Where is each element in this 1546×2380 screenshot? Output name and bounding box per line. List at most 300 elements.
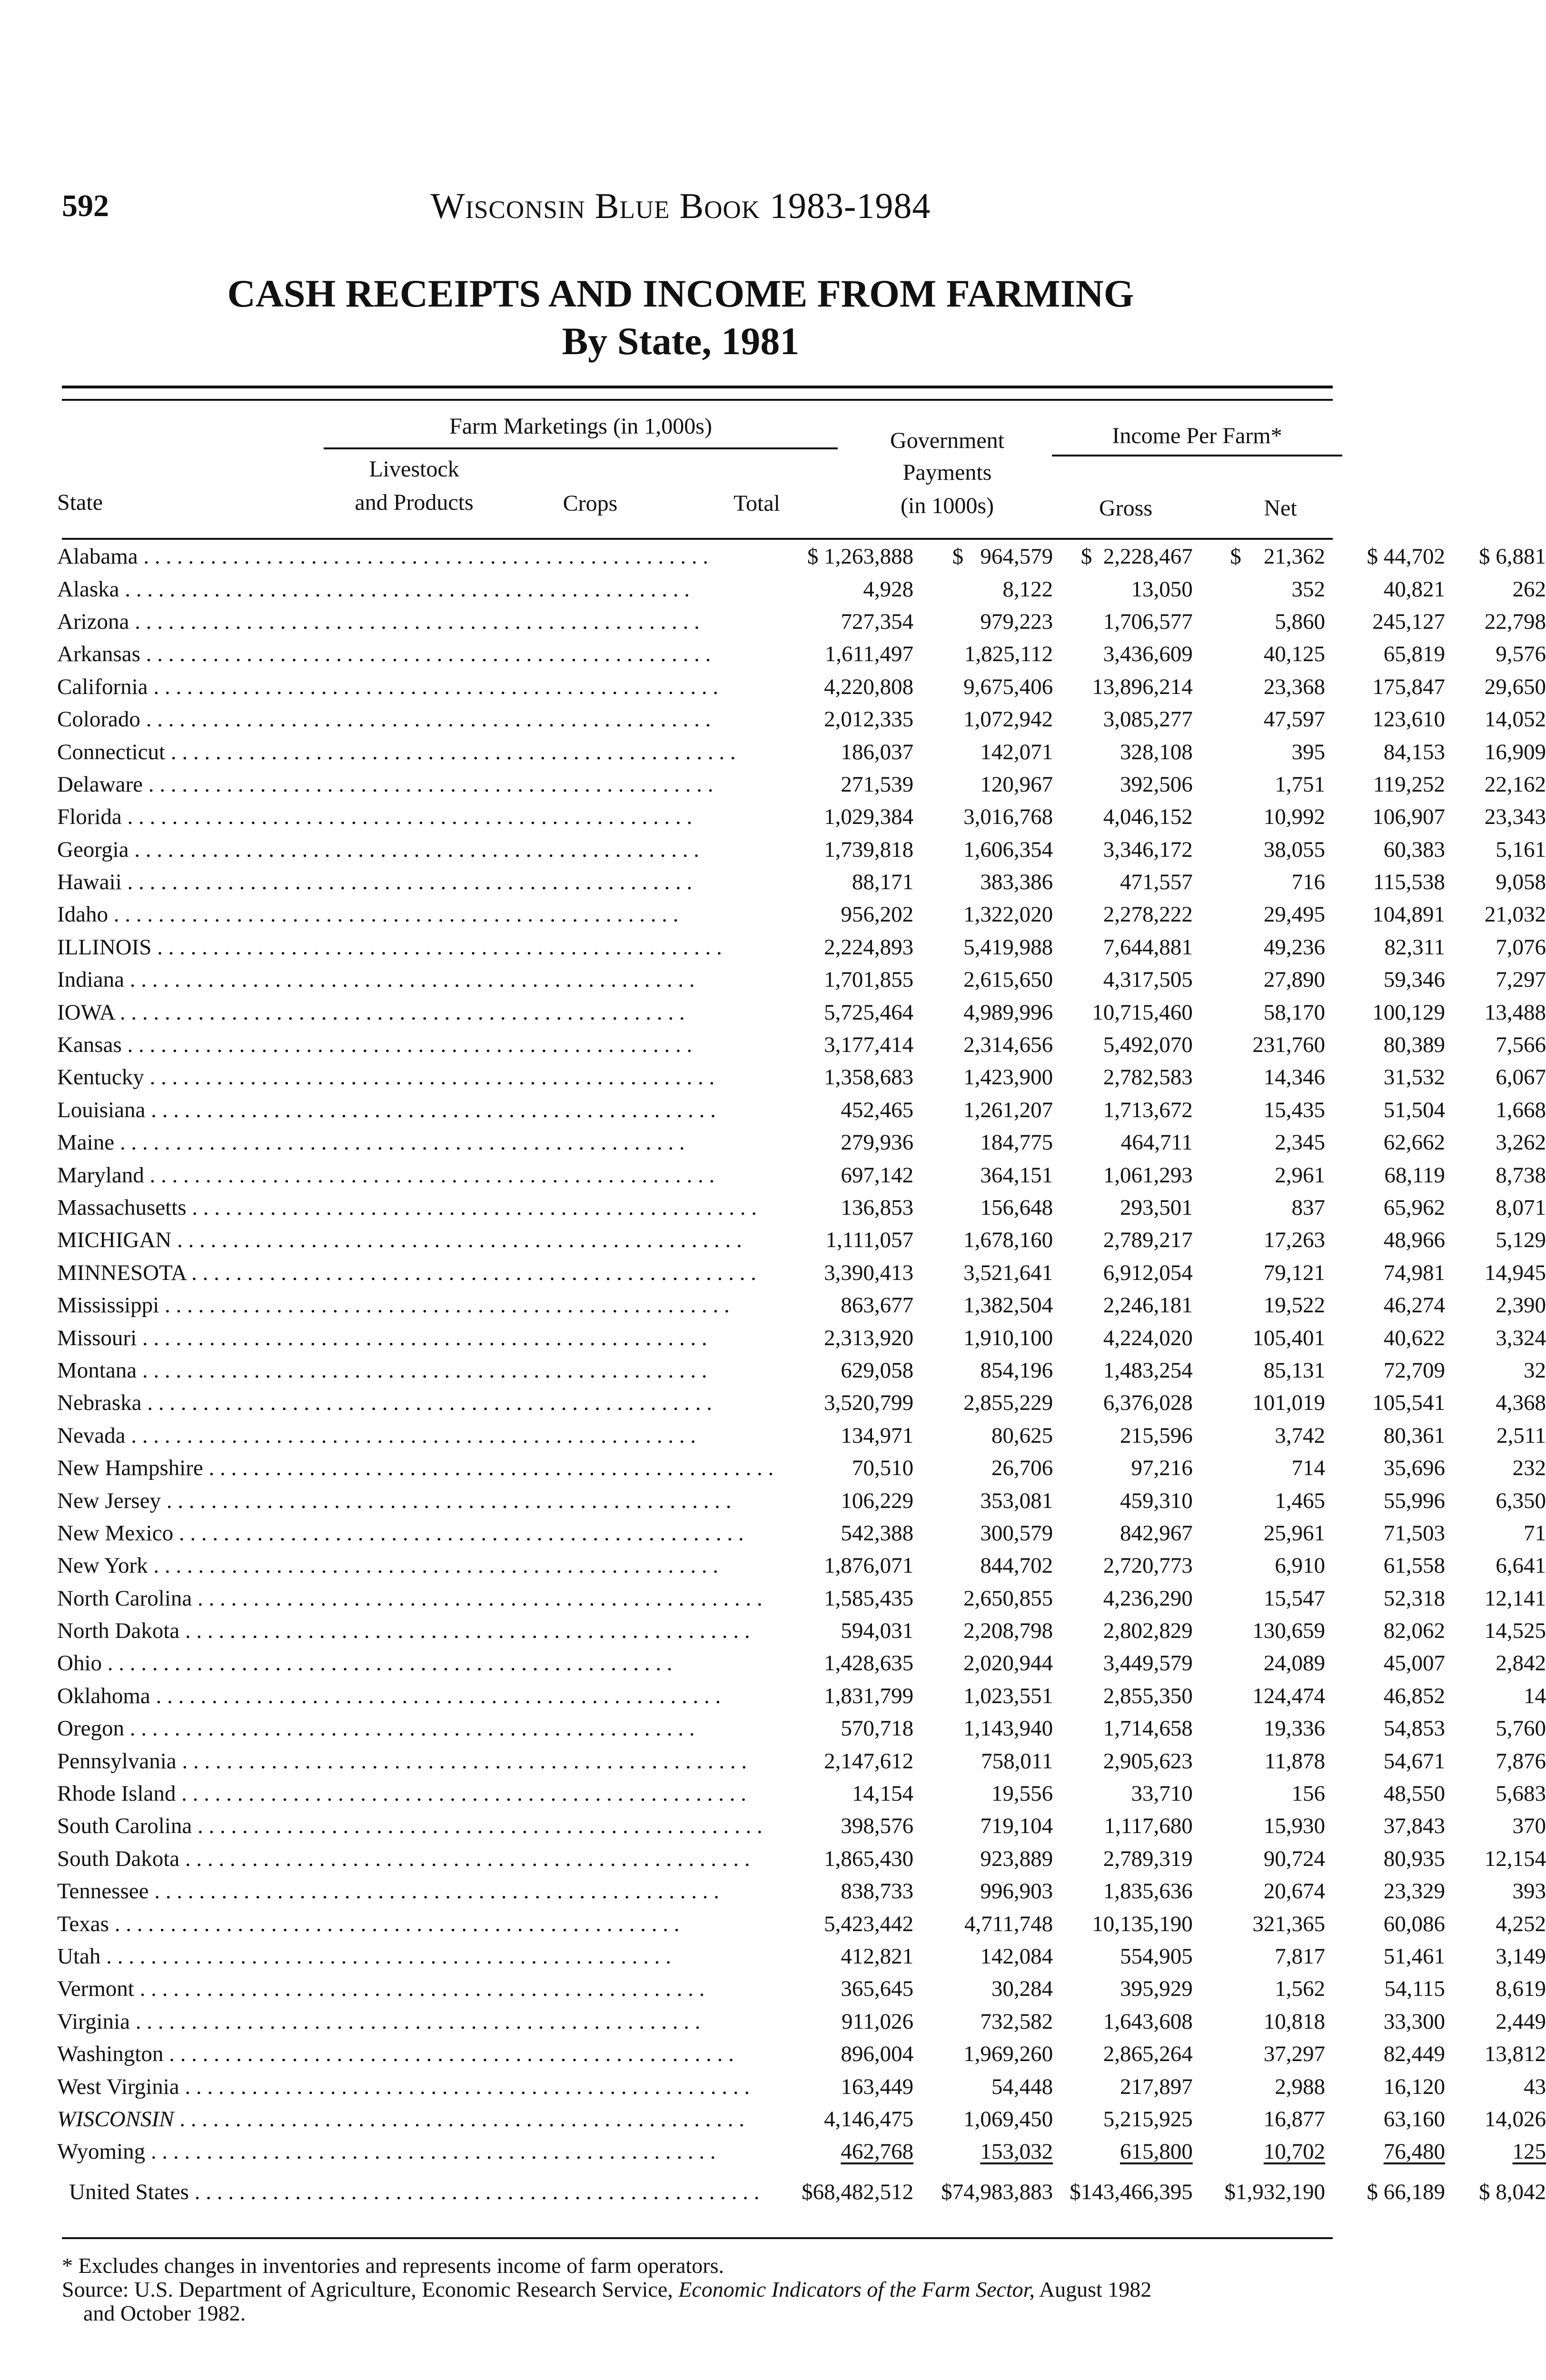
govt-value: 15,547 [1263,1586,1325,1611]
gross-value: 52,318 [1383,1586,1445,1611]
crops-value: 156,648 [980,1195,1053,1220]
govt-value: 23,368 [1263,674,1325,699]
net-cell [1445,1224,1546,1256]
govt-cell [1193,1907,1325,1940]
dot-leader: . . . . . . . . . . . . . . . . . . . . . . . . . . . . . . . . . . . . . . . . . . . . . . . . . . . [129,2009,701,2034]
table-row [52,2070,1546,2102]
state-cell [52,898,773,931]
crops-cell [913,1712,1053,1745]
gross-value: 82,062 [1383,1618,1445,1644]
gross-value: 48,550 [1383,1781,1445,1806]
gross-cell [1325,1321,1445,1354]
net-cell [1445,2070,1546,2102]
total-value: 4,317,505 [1103,967,1193,992]
govt-cell [1193,605,1325,638]
crops-value: 979,223 [980,609,1053,634]
crops-cell [913,1257,1053,1289]
net-cell [1445,2038,1546,2070]
net-value: 7,297 [1496,967,1546,992]
gross-value: 59,346 [1383,967,1445,992]
dot-leader: . . . . . . . . . . . . . . . . . . . . . . . . . . . . . . . . . . . . . . . . . . . . . . . . . . . [121,1032,693,1058]
crops-value: 1,423,900 [963,1065,1053,1090]
table-row [52,2103,1546,2135]
govt-cell [1193,2103,1325,2135]
net-value: 5,161 [1496,837,1546,862]
state-name: Idaho [57,902,109,927]
crops-value: 80,625 [991,1423,1053,1448]
table-row [52,1094,1546,1126]
state-cell [52,1224,773,1256]
net-value: 7,876 [1496,1748,1546,1774]
livestock-cell [773,1647,913,1679]
livestock-cell [773,963,913,996]
govt-cell [1193,1712,1325,1745]
livestock-value: 1,831,799 [824,1683,914,1708]
dot-leader: . . . . . . . . . . . . . . . . . . . . . . . . . . . . . . . . . . . . . . . . . . . . . . . . . . . [109,1911,680,1936]
govt-value: 37,297 [1263,2042,1325,2067]
total-value: 2,789,217 [1103,1228,1193,1253]
page-subtitle: By State, 1981 [562,319,800,363]
net-cell [1445,1419,1546,1452]
govt-cell [1193,2038,1325,2070]
crops-value: 142,084 [980,1944,1053,1969]
gross-value: 80,389 [1383,1032,1445,1058]
crops-cell [913,1094,1053,1126]
govt-cell [1193,996,1325,1028]
total-cell [1053,1680,1193,1712]
table-row [52,833,1546,866]
state-name: IOWA [57,1000,115,1025]
total-value: 2,782,583 [1103,1065,1193,1090]
govt-value: 90,724 [1263,1846,1325,1871]
govt-cell [1193,898,1325,931]
gross-cell [1325,2070,1445,2102]
total-value: 392,506 [1120,772,1193,797]
dot-leader: . . . . . . . . . . . . . . . . . . . . . . . . . . . . . . . . . . . . . . . . . . . . . . . . . . . [165,739,736,764]
crops-value: 184,775 [980,1130,1053,1155]
net-value: $ 8,042 [1479,2179,1546,2204]
table-row [52,898,1546,931]
crops-value: 1,023,551 [963,1683,1053,1708]
gross-cell [1325,1159,1445,1191]
govt-value: 29,495 [1263,902,1325,927]
total-cell [1053,996,1193,1028]
govt-cell [1193,703,1325,735]
govt-cell [1193,1289,1325,1321]
net-value: 22,162 [1484,772,1546,797]
livestock-cell [773,1712,913,1745]
state-name: Florida [57,804,122,830]
govt-cell [1193,1126,1325,1159]
table-row [52,2038,1546,2070]
gross-value: 65,819 [1383,642,1445,667]
gross-cell [1325,996,1445,1028]
net-cell [1445,638,1546,670]
net-value: 4,252 [1496,1911,1546,1936]
govt-value: 27,890 [1263,967,1325,992]
livestock-cell [773,768,913,801]
total-cell [1053,1777,1193,1810]
crops-value: 9,675,406 [963,674,1053,699]
crops-value: 364,151 [980,1162,1053,1188]
gross-value: 16,120 [1383,2074,1445,2099]
gross-value: 80,935 [1383,1846,1445,1871]
state-cell [52,833,773,866]
govt-value: 156 [1291,1781,1325,1806]
state-name: Arizona [57,609,129,634]
govt-value: 40,125 [1263,642,1325,667]
dot-leader: . . . . . . . . . . . . . . . . . . . . . . . . . . . . . . . . . . . . . . . . . . . . . . . . . . . [124,967,695,992]
total-value: 1,117,680 [1104,1814,1193,1839]
state-cell [52,1680,773,1712]
header-farm-marketings: Farm Marketings (in 1,000s) [449,414,712,439]
gross-cell [1325,1615,1445,1647]
govt-cell [1193,833,1325,866]
table-row [52,703,1546,735]
footnotes [62,2254,1338,2325]
net-cell [1445,1615,1546,1647]
total-value: 3,085,277 [1103,707,1193,732]
state-name: Ohio [57,1651,102,1676]
net-cell [1445,1875,1546,1907]
gross-value: 74,981 [1383,1260,1445,1285]
gross-cell [1325,2168,1445,2216]
state-cell [52,866,773,898]
total-cell [1053,1712,1193,1745]
gross-cell [1325,1126,1445,1159]
govt-value: 5,860 [1275,609,1325,634]
livestock-value: 727,354 [841,609,914,634]
govt-value: $1,932,190 [1224,2179,1325,2204]
net-cell [1445,1810,1546,1842]
total-cell [1053,2168,1193,2216]
gross-cell [1325,1582,1445,1615]
crops-value: 26,706 [991,1456,1053,1481]
livestock-value: 911,026 [842,2009,914,2034]
crops-cell [913,1452,1053,1484]
livestock-cell [773,2168,913,2216]
dot-leader: . . . . . . . . . . . . . . . . . . . . . . . . . . . . . . . . . . . . . . . . . . . . . . . . . . . [159,1293,730,1318]
total-cell [1053,1452,1193,1484]
state-cell [52,1973,773,2005]
govt-value: 130,659 [1252,1618,1325,1644]
state-cell [52,1061,773,1093]
net-cell [1445,2168,1546,2216]
state-name: Maine [57,1130,115,1155]
govt-value: 85,131 [1263,1358,1325,1383]
state-name: Tennessee [57,1879,149,1904]
state-cell [52,1517,773,1549]
gross-value: 123,610 [1372,707,1445,732]
table-row [52,540,1546,573]
govt-cell [1193,1094,1325,1126]
state-name: Texas [57,1911,109,1936]
net-cell [1445,2005,1546,2038]
total-value: 1,835,636 [1103,1879,1193,1904]
govt-cell [1193,1843,1325,1875]
net-value: $ 6,881 [1479,544,1546,569]
table-total-row [52,2168,1546,2216]
state-name: Oregon [57,1716,124,1741]
state-cell [52,1321,773,1354]
govt-cell [1193,1354,1325,1387]
total-cell [1053,1907,1193,1940]
govt-value: 1,751 [1275,772,1325,797]
govt-value: 395 [1291,739,1325,764]
govt-value: 2,961 [1275,1162,1325,1188]
govt-cell [1193,931,1325,963]
gross-cell [1325,1907,1445,1940]
gross-cell [1325,540,1445,573]
table-row [52,866,1546,898]
total-cell [1053,1387,1193,1419]
state-name: Arkansas [57,642,140,667]
net-value: 370 [1512,1814,1546,1839]
gross-cell [1325,2038,1445,2070]
livestock-cell [773,1224,913,1256]
dot-leader: . . . . . . . . . . . . . . . . . . . . . . . . . . . . . . . . . . . . . . . . . . . . . . . . . . . [140,707,711,732]
table-row [52,1973,1546,2005]
state-cell [52,1777,773,1810]
govt-cell [1193,866,1325,898]
net-value: 7,566 [1496,1032,1546,1058]
livestock-value: 3,520,799 [824,1390,914,1416]
state-cell [52,2070,773,2102]
crops-value: 1,678,160 [963,1228,1053,1253]
table-row [52,1224,1546,1256]
table-row [52,1419,1546,1452]
state-name: North Dakota [57,1618,180,1644]
livestock-value: 279,936 [841,1130,914,1155]
state-cell [52,1029,773,1061]
gross-cell [1325,1549,1445,1582]
crops-value: 4,711,748 [964,1911,1053,1936]
livestock-cell [773,1029,913,1061]
table-row [52,1582,1546,1615]
header-income-per-farm-rule [1052,455,1342,456]
net-cell [1445,1484,1546,1517]
table-row [52,1843,1546,1875]
livestock-value: 2,224,893 [824,934,914,960]
gross-value: 68,119 [1384,1162,1445,1188]
govt-value: 1,465 [1275,1488,1325,1513]
dot-leader: . . . . . . . . . . . . . . . . . . . . . . . . . . . . . . . . . . . . . . . . . . . . . . . . . . . [186,1195,757,1220]
livestock-value: 570,718 [841,1716,914,1741]
livestock-cell [773,1321,913,1354]
crops-cell [913,2135,1053,2168]
gross-value: 23,329 [1383,1879,1445,1904]
gross-cell [1325,866,1445,898]
state-cell [52,1940,773,1973]
net-value: 16,909 [1484,739,1546,764]
rule-header-bottom [62,538,1333,540]
gross-cell [1325,573,1445,605]
crops-value: 1,072,942 [963,707,1053,732]
net-value: 3,149 [1496,1944,1546,1969]
dot-leader: . . . . . . . . . . . . . . . . . . . . . . . . . . . . . . . . . . . . . . . . . . . . . . . . . . . [149,1879,719,1904]
crops-value: 2,615,650 [963,967,1053,992]
header-livestock-line1: Livestock [369,456,459,482]
total-cell [1053,1061,1193,1093]
state-name: Alaska [57,576,119,602]
livestock-value: 1,865,430 [824,1846,914,1871]
net-value: 8,071 [1496,1195,1546,1220]
total-cell [1053,1745,1193,1777]
dot-leader: . . . . . . . . . . . . . . . . . . . . . . . . . . . . . . . . . . . . . . . . . . . . . . . . . . . [192,1586,763,1611]
total-cell [1053,866,1193,898]
table-row [52,1549,1546,1582]
dot-leader: . . . . . . . . . . . . . . . . . . . . . . . . . . . . . . . . . . . . . . . . . . . . . . . . . . . [119,576,690,602]
crops-value: 2,020,944 [963,1651,1053,1676]
source-suffix: August 1982 [1034,2277,1152,2301]
livestock-cell [773,1517,913,1549]
crops-cell [913,1126,1053,1159]
total-value: 217,897 [1120,2074,1193,2099]
total-value: 2,855,350 [1103,1683,1193,1708]
govt-cell [1193,573,1325,605]
total-value: $143,466,395 [1070,2179,1193,2204]
dot-leader: . . . . . . . . . . . . . . . . . . . . . . . . . . . . . . . . . . . . . . . . . . . . . . . . . . . [186,1260,756,1285]
govt-cell [1193,1484,1325,1517]
total-cell [1053,833,1193,866]
dot-leader: . . . . . . . . . . . . . . . . . . . . . . . . . . . . . . . . . . . . . . . . . . . . . . . . . . . [150,1683,721,1708]
crops-value: 923,889 [980,1846,1053,1871]
gross-cell [1325,1257,1445,1289]
gross-value: 71,503 [1383,1520,1445,1546]
table-row [52,1029,1546,1061]
table-row [52,931,1546,963]
net-cell [1445,1582,1546,1615]
crops-value: 4,989,996 [963,1000,1053,1025]
dot-leader: . . . . . . . . . . . . . . . . . . . . . . . . . . . . . . . . . . . . . . . . . . . . . . . . . . . [188,2179,760,2204]
total-cell [1053,671,1193,703]
net-value: 9,576 [1496,642,1546,667]
gross-cell [1325,898,1445,931]
livestock-value: 956,202 [841,902,914,927]
total-cell [1053,703,1193,735]
state-cell [52,1745,773,1777]
net-value: 3,324 [1496,1325,1546,1350]
table-row [52,1517,1546,1549]
livestock-cell [773,671,913,703]
state-cell [52,1843,773,1875]
state-name: New Mexico [57,1520,174,1546]
state-name: Wyoming [57,2139,146,2164]
crops-cell [913,735,1053,768]
livestock-value: 1,029,384 [824,804,914,830]
govt-cell [1193,1452,1325,1484]
livestock-value: 1,701,855 [824,967,914,992]
govt-cell [1193,2168,1325,2216]
govt-value: 58,170 [1263,1000,1325,1025]
header-crops: Crops [563,491,618,516]
crops-cell [913,1224,1053,1256]
gross-cell [1325,963,1445,996]
crops-cell [913,1843,1053,1875]
dot-leader: . . . . . . . . . . . . . . . . . . . . . . . . . . . . . . . . . . . . . . . . . . . . . . . . . . . [114,1000,685,1025]
state-cell [52,996,773,1028]
total-value: 1,714,658 [1103,1716,1193,1741]
total-value: 3,346,172 [1103,837,1193,862]
total-value: 2,802,829 [1103,1618,1193,1644]
crops-cell [913,963,1053,996]
state-name: Maryland [57,1162,144,1188]
livestock-value: 1,111,057 [825,1228,914,1253]
total-value: 4,236,290 [1103,1586,1193,1611]
govt-value: 837 [1291,1195,1325,1220]
crops-cell [913,1810,1053,1842]
crops-cell [913,573,1053,605]
govt-value: 20,674 [1263,1879,1325,1904]
livestock-cell [773,1973,913,2005]
state-cell [52,2168,773,2216]
header-livestock-line2: and Products [355,490,474,515]
crops-value: 732,582 [980,2009,1053,2034]
net-cell [1445,801,1546,833]
state-name: Kentucky [57,1065,144,1090]
govt-value: 2,345 [1275,1130,1325,1155]
gross-cell [1325,1712,1445,1745]
net-cell [1445,1159,1546,1191]
govt-value: 6,910 [1275,1553,1325,1578]
page-number: 592 [62,188,109,223]
crops-cell [913,1191,1053,1224]
header-government-line2: Payments [902,460,992,485]
state-cell [52,1615,773,1647]
crops-cell [913,768,1053,801]
net-value: 393 [1512,1879,1546,1904]
gross-cell [1325,735,1445,768]
net-value: 232 [1512,1456,1546,1481]
total-cell [1053,1973,1193,2005]
net-cell [1445,1289,1546,1321]
net-cell [1445,1257,1546,1289]
livestock-value: 1,428,635 [824,1651,914,1676]
total-value: 10,715,460 [1092,1000,1193,1025]
net-value: 8,738 [1496,1162,1546,1188]
crops-value: 2,208,798 [963,1618,1053,1644]
state-name: Missouri [57,1325,137,1350]
livestock-value: 896,004 [841,2042,914,2067]
gross-value: 55,996 [1383,1488,1445,1513]
total-value: 10,135,190 [1092,1911,1193,1936]
livestock-value: $ 1,263,888 [807,544,914,569]
crops-cell [913,1061,1053,1093]
livestock-value: 594,031 [841,1618,914,1644]
net-cell [1445,1452,1546,1484]
crops-value: 1,143,940 [963,1716,1053,1741]
dot-leader: . . . . . . . . . . . . . . . . . . . . . . . . . . . . . . . . . . . . . . . . . . . . . . . . . . . [108,902,679,927]
govt-value: 7,817 [1275,1944,1325,1969]
dot-leader: . . . . . . . . . . . . . . . . . . . . . . . . . . . . . . . . . . . . . . . . . . . . . . . . . . . [163,2042,734,2067]
net-value: 5,760 [1496,1716,1546,1741]
crops-cell [913,1517,1053,1549]
gross-cell [1325,1452,1445,1484]
state-name: WISCONSIN [57,2106,174,2132]
livestock-value: 4,220,808 [824,674,914,699]
net-cell [1445,1745,1546,1777]
livestock-value: 88,171 [852,870,914,895]
gross-cell [1325,1354,1445,1387]
gross-cell [1325,703,1445,735]
govt-cell [1193,1745,1325,1777]
net-cell [1445,1126,1546,1159]
table-row [52,735,1546,768]
state-name: United States [69,2179,189,2204]
total-cell [1053,2135,1193,2168]
state-cell [52,703,773,735]
crops-value: 8,122 [1002,576,1053,602]
